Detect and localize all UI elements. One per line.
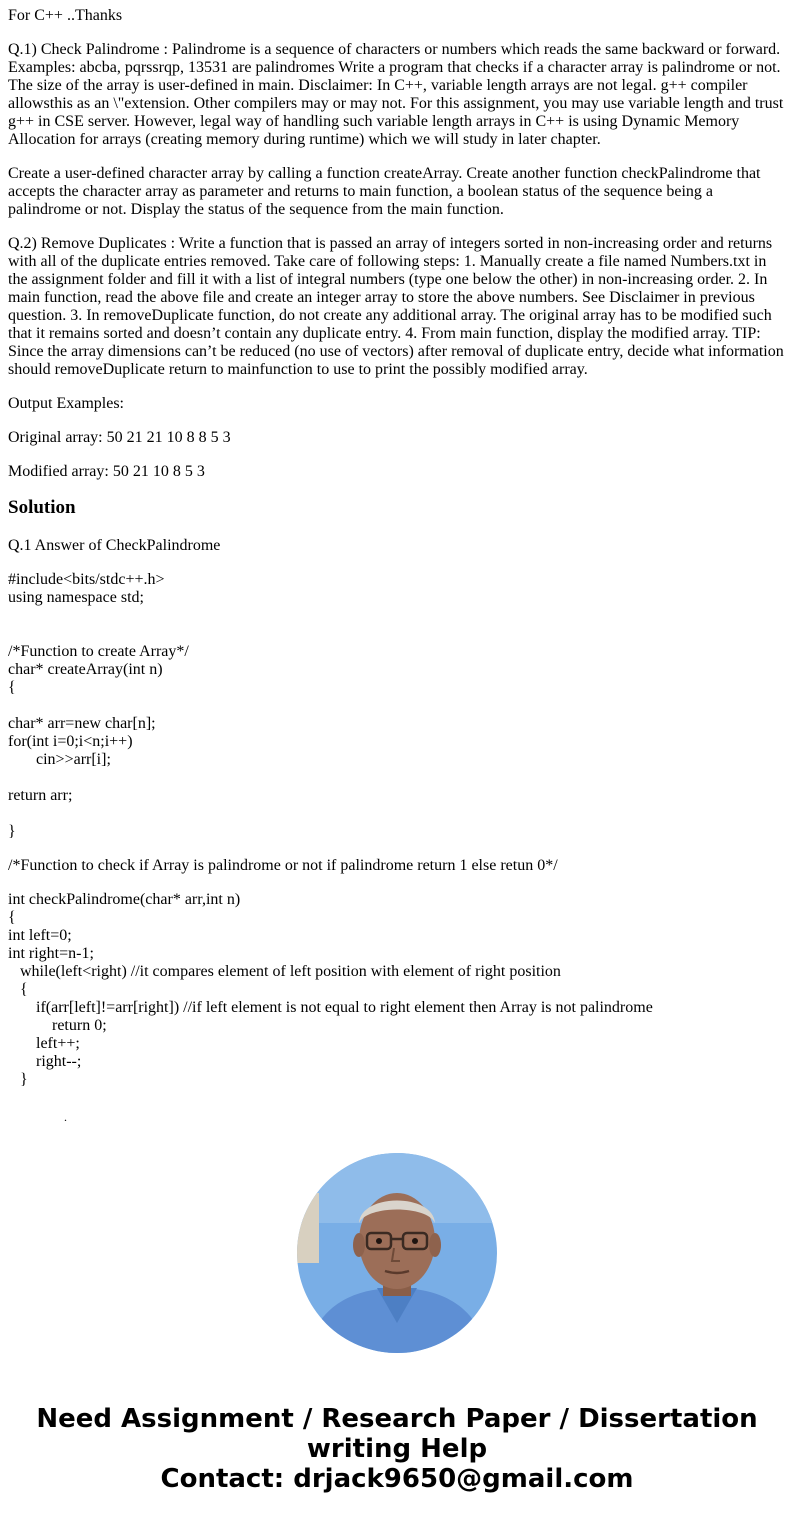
banner-contact-email: Contact: drjack9650@gmail.com (160, 1464, 634, 1494)
banner-line-2: writing Help (306, 1434, 488, 1464)
author-avatar (297, 1153, 497, 1353)
document-body (8, 7, 786, 1089)
question-2-text: Q.2) Remove Duplicates : Write a function that is passed an array of integers sorted in non-increasing order and returns with all of the duplicate entries removed. Take care of following steps: 1. Manually create a file named Numbers.txt in the assignment folder and fill it with a list of integral numbers (type one below the other) in non-increasing order. 2. In main function, read the above file and create an integer array to store the above numbers. See Disclaimer in previous question. 3. In removeDuplicate function, do not create any additional array. The original array has to be modified such that it remains sorted and doesn’t contain any duplicate entry. 4. From main function, display the modified array. TIP: Since the array dimensions can’t be reduced (no use of vectors) after removal of duplicate entry, decide what information should removeDuplicate return to mainfunction to use to print the possibly modified array. (8, 235, 784, 378)
solution-heading: Solution (8, 497, 76, 518)
contact-banner (0, 1404, 794, 1494)
author-portrait-icon (297, 1153, 497, 1353)
banner-line-1: Need Assignment / Research Paper / Dissertation (36, 1404, 758, 1434)
answer-label: Q.1 Answer of CheckPalindrome (8, 537, 221, 554)
question-title: For C++ ..Thanks (8, 7, 123, 24)
output-examples-label: Output Examples: (8, 395, 124, 412)
question-1-instructions: Create a user-defined character array by calling a function createArray. Create another function checkPalindrome that accepts the character array as parameter and returns to main function, a boolean status of the sequence being a palindrome or not. Display the status of the sequence from the main function. (8, 165, 761, 218)
code-create-array: #include<bits/stdc++.h> using namespace std; /*Function to create Array*/ char* createArray(int n) { char* arr=new char[n]; for(int i=0;i<n;i++) cin>>arr[i]; return arr; } (8, 571, 189, 840)
code-comment-check: /*Function to check if Array is palindrome or not if palindrome return 1 else retun 0*/ (8, 857, 558, 874)
code-check-palindrome: int checkPalindrome(char* arr,int n) { int left=0; int right=n-1; while(left<right) //it compares element of left position with element of right position { if(arr[left]!=arr[right]) //if left element is not equal to right element then Array is not palindrome return 0; left++; right--; } (8, 891, 653, 1088)
trailing-dot: . (64, 1110, 67, 1124)
original-array-example: Original array: 50 21 21 10 8 8 5 3 (8, 429, 231, 446)
modified-array-example: Modified array: 50 21 10 8 5 3 (8, 463, 205, 480)
question-1-text: Q.1) Check Palindrome : Palindrome is a sequence of characters or numbers which reads the same backward or forward. Examples: abcba, pqrssrqp, 13531 are palindromes Write a program that checks if a character array is palindrome or not. The size of the array is user-defined in main. Disclaimer: In C++, variable length arrays are not legal. g++ compiler allowsthis as an \"extension. Other compilers may or may not. For this assignment, you may use variable length and trust g++ in CSE server. However, legal way of handling such variable length arrays in C++ is using Dynamic Memory Allocation for arrays (creating memory during runtime) which we will study in later chapter. (8, 41, 784, 148)
